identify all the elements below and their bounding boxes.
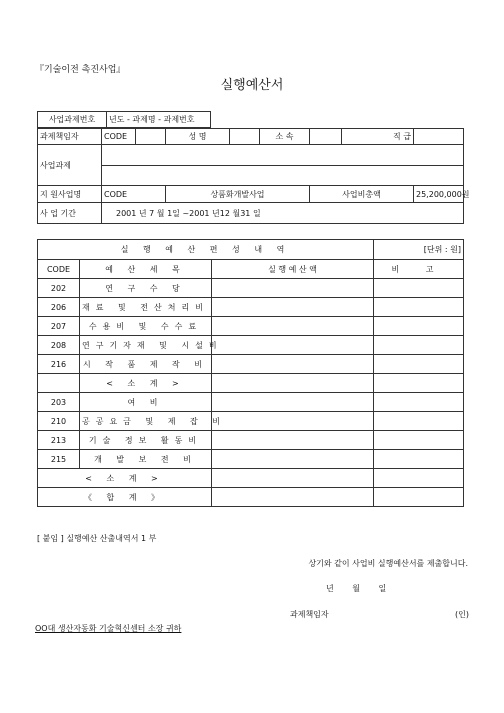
subtotal-2-note xyxy=(374,469,464,488)
subtotal-2-label: < 소 계 > xyxy=(38,469,212,488)
budget-row-amount xyxy=(212,317,374,336)
project-number-value: 년도 - 과제명 - 과제번호 xyxy=(107,112,211,128)
leader-name-label: 성 명 xyxy=(166,129,230,145)
budget-row-note xyxy=(374,279,464,298)
leader-code-label: CODE xyxy=(102,129,136,145)
project-number-label: 사업과제번호 xyxy=(38,112,107,128)
budget-table xyxy=(37,239,464,507)
project-name-value-2 xyxy=(102,166,464,186)
budget-row-code: 208 xyxy=(38,336,80,355)
grand-total-note xyxy=(374,488,464,507)
budget-row-code: 216 xyxy=(38,355,80,374)
grand-total-label: 《 합 계 》 xyxy=(38,488,212,507)
col-note-header: 비 고 xyxy=(374,260,464,279)
responsible-label: 과제책임자 xyxy=(290,610,329,619)
project-name-label: 사업과제 xyxy=(38,145,102,186)
budget-row-item: 여 비 xyxy=(80,393,212,412)
budget-row-note xyxy=(374,450,464,469)
budget-row xyxy=(38,412,464,431)
support-program-label: 지 원사업명 xyxy=(38,186,102,203)
budget-row-item: 연구기자재 및 시설비 xyxy=(80,336,212,355)
project-number-table xyxy=(37,111,211,128)
attachment-note: [ 붙임 ] 실행예산 산출내역서 1 부 xyxy=(37,534,157,543)
budget-row-amount xyxy=(212,374,374,393)
submission-date: 년 월 일 xyxy=(326,584,387,593)
addressee: OO대 생산자동화 기술혁신센터 소장 귀하 xyxy=(35,624,182,633)
grand-total-amount xyxy=(212,488,374,507)
affiliation-value xyxy=(310,129,342,145)
budget-row-code: 207 xyxy=(38,317,80,336)
leader-code-value xyxy=(136,129,166,145)
col-amount-header: 실 행 예 산 액 xyxy=(212,260,374,279)
budget-row xyxy=(38,450,464,469)
submission-statement: 상기와 같이 사업비 실행예산서를 제출합니다. xyxy=(308,559,468,568)
budget-row-note xyxy=(374,431,464,450)
budget-row-item: 공공요금 및 제 잡 비 xyxy=(80,412,212,431)
budget-row xyxy=(38,431,464,450)
budget-row-amount xyxy=(212,298,374,317)
budget-unit: [단위 : 원] xyxy=(374,240,464,260)
budget-row-item: < 소 계 > xyxy=(80,374,212,393)
budget-row xyxy=(38,336,464,355)
budget-row-amount xyxy=(212,355,374,374)
budget-row-amount xyxy=(212,336,374,355)
budget-row-note xyxy=(374,336,464,355)
budget-row-code: 202 xyxy=(38,279,80,298)
budget-row-code: 206 xyxy=(38,298,80,317)
total-cost-label: 사업비총액 xyxy=(310,186,414,203)
budget-row-item: 연 구 수 당 xyxy=(80,279,212,298)
document-title: 실행예산서 xyxy=(220,78,284,93)
program-tag: 『기술이전 촉진사업』 xyxy=(35,65,126,75)
budget-row-note xyxy=(374,412,464,431)
budget-row xyxy=(38,393,464,412)
budget-row-item: 수용비 및 수수료 xyxy=(80,317,212,336)
affiliation-label: 소 속 xyxy=(260,129,310,145)
budget-row-item: 기술 정보 활동비 xyxy=(80,431,212,450)
budget-row xyxy=(38,317,464,336)
budget-row-note xyxy=(374,393,464,412)
budget-row-code xyxy=(38,374,80,393)
budget-row xyxy=(38,279,464,298)
budget-row-note xyxy=(374,355,464,374)
budget-row-item: 시 작 품 제 작 비 xyxy=(80,355,212,374)
budget-heading: 실 행 예 산 편 성 내 역 xyxy=(38,240,374,260)
rank-value xyxy=(414,129,464,145)
leader-name-value xyxy=(230,129,260,145)
seal-mark: (인) xyxy=(455,610,469,619)
budget-row-amount xyxy=(212,450,374,469)
leader-label: 과제책임자 xyxy=(38,129,102,145)
project-info-table xyxy=(37,128,470,224)
budget-row xyxy=(38,355,464,374)
total-cost-value: 25,200,000원 xyxy=(414,186,464,203)
col-item-header: 예 산 세 목 xyxy=(80,260,212,279)
budget-row-code: 203 xyxy=(38,393,80,412)
budget-row-code: 210 xyxy=(38,412,80,431)
budget-row-amount xyxy=(212,393,374,412)
budget-row xyxy=(38,298,464,317)
rank-label: 직 급 xyxy=(342,129,414,145)
budget-row xyxy=(38,374,464,393)
period-value: 2001 년 7 월 1일 ~2001 년12 월31 일 xyxy=(102,203,464,224)
budget-row-amount xyxy=(212,431,374,450)
subtotal-2-amount xyxy=(212,469,374,488)
col-code-header: CODE xyxy=(38,260,80,279)
support-code-label: CODE xyxy=(102,186,166,203)
budget-row-note xyxy=(374,374,464,393)
period-label: 사 업 기간 xyxy=(38,203,102,224)
budget-row-item: 재료 및 전산처리비 xyxy=(80,298,212,317)
support-program-value: 상품화개발사업 xyxy=(166,186,310,203)
project-name-value-1 xyxy=(102,145,464,166)
budget-row-amount xyxy=(212,412,374,431)
budget-row-note xyxy=(374,298,464,317)
budget-row-note xyxy=(374,317,464,336)
budget-row-item: 개 발 보 전 비 xyxy=(80,450,212,469)
budget-row-amount xyxy=(212,279,374,298)
budget-row-code: 213 xyxy=(38,431,80,450)
budget-row-code: 215 xyxy=(38,450,80,469)
